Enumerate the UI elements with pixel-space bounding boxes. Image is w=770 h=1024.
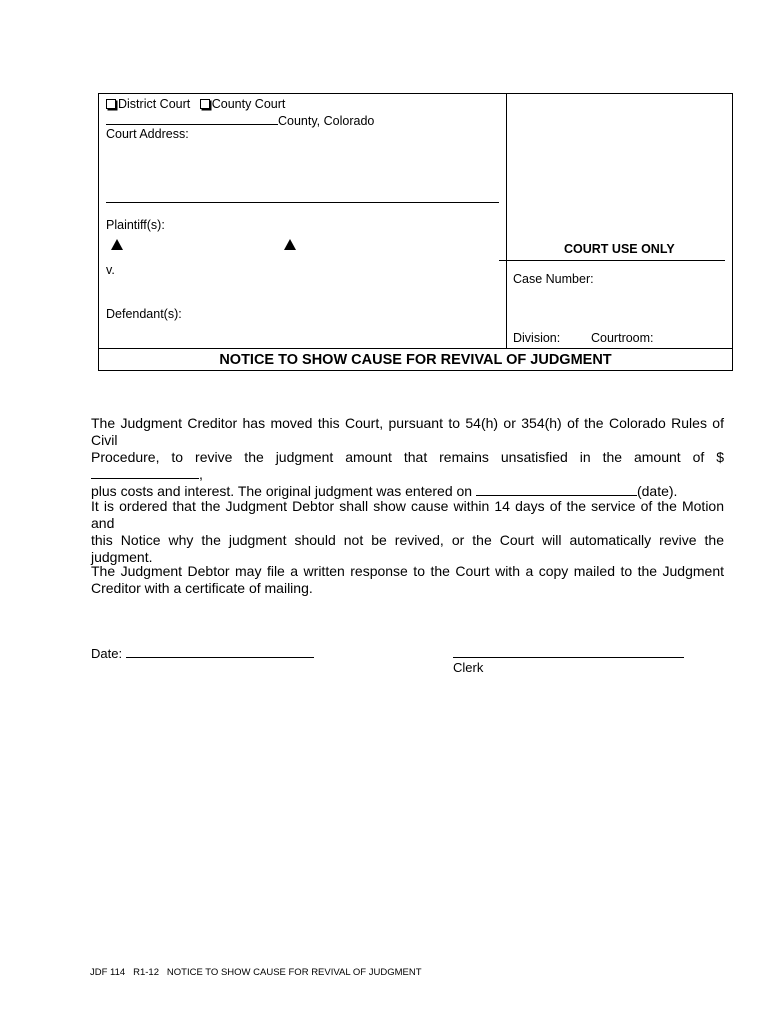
address-rule	[106, 202, 499, 203]
date-entered-blank[interactable]	[476, 483, 637, 496]
courtroom-label: Courtroom:	[591, 331, 654, 345]
caption-divider	[506, 94, 507, 348]
paragraph-order	[91, 498, 724, 566]
court-type-row	[106, 97, 285, 112]
county-court-label: County Court	[211, 97, 286, 111]
date-suffix: (date).	[636, 483, 678, 499]
county-colorado-label: County, Colorado	[278, 114, 375, 128]
amount-blank[interactable]	[91, 466, 199, 479]
court-address-label: Court Address:	[106, 127, 189, 141]
paragraph-motion	[91, 415, 724, 500]
footer	[90, 967, 422, 978]
clerk-signature-line[interactable]	[453, 657, 684, 658]
footer-form-title: NOTICE TO SHOW CAUSE FOR REVIVAL OF JUDGMENT	[166, 967, 422, 978]
triangle-up-icon	[111, 239, 123, 250]
defendants-label: Defendant(s):	[106, 307, 182, 321]
county-court-checkbox[interactable]	[200, 99, 210, 109]
paragraph-line: Creditor with a certificate of mailing.	[91, 580, 313, 596]
paragraph-line: The Judgment Debtor may file a written response to the Court with a copy mailed to the Judgment	[91, 563, 724, 579]
case-number-label: Case Number:	[513, 272, 594, 286]
paragraph-line: this Notice why the judgment should not be revived, or the Court will automatically revive the judgment.	[91, 532, 724, 565]
district-court-label: District Court	[118, 97, 191, 111]
plaintiffs-label: Plaintiff(s):	[106, 218, 165, 232]
district-court-checkbox[interactable]	[106, 99, 116, 109]
court-use-only-label: COURT USE ONLY	[564, 242, 675, 256]
division-label: Division:	[513, 331, 561, 345]
document-title: NOTICE TO SHOW CAUSE FOR REVIVAL OF JUDGMENT	[219, 352, 612, 368]
entered-lead-text: plus costs and interest. The original judgment was entered on	[91, 483, 473, 499]
court-use-rule	[499, 260, 725, 261]
clerk-label: Clerk	[453, 660, 484, 675]
county-blank[interactable]	[106, 112, 278, 125]
date-signature-blank[interactable]	[126, 645, 314, 658]
versus-label: v.	[106, 263, 115, 277]
footer-revision: R1-12	[133, 967, 159, 978]
date-row	[91, 645, 314, 661]
amount-lead-text: Procedure, to revive the judgment amount that remains unsatisfied in the amount of $	[91, 449, 724, 465]
paragraph-line: It is ordered that the Judgment Debtor shall show cause within 14 days of the service of the Motion and	[91, 498, 724, 531]
footer-form-id: JDF 114	[90, 967, 126, 978]
paragraph-line	[91, 449, 724, 483]
paragraph-response	[91, 563, 724, 597]
amount-trailing-comma: ,	[199, 466, 203, 482]
triangle-up-icon	[284, 239, 296, 250]
date-label: Date:	[91, 646, 123, 661]
paragraph-line: The Judgment Creditor has moved this Court, pursuant to 54(h) or 354(h) of the Colorado Rules of Civil	[91, 415, 724, 448]
caption-box	[98, 93, 733, 371]
